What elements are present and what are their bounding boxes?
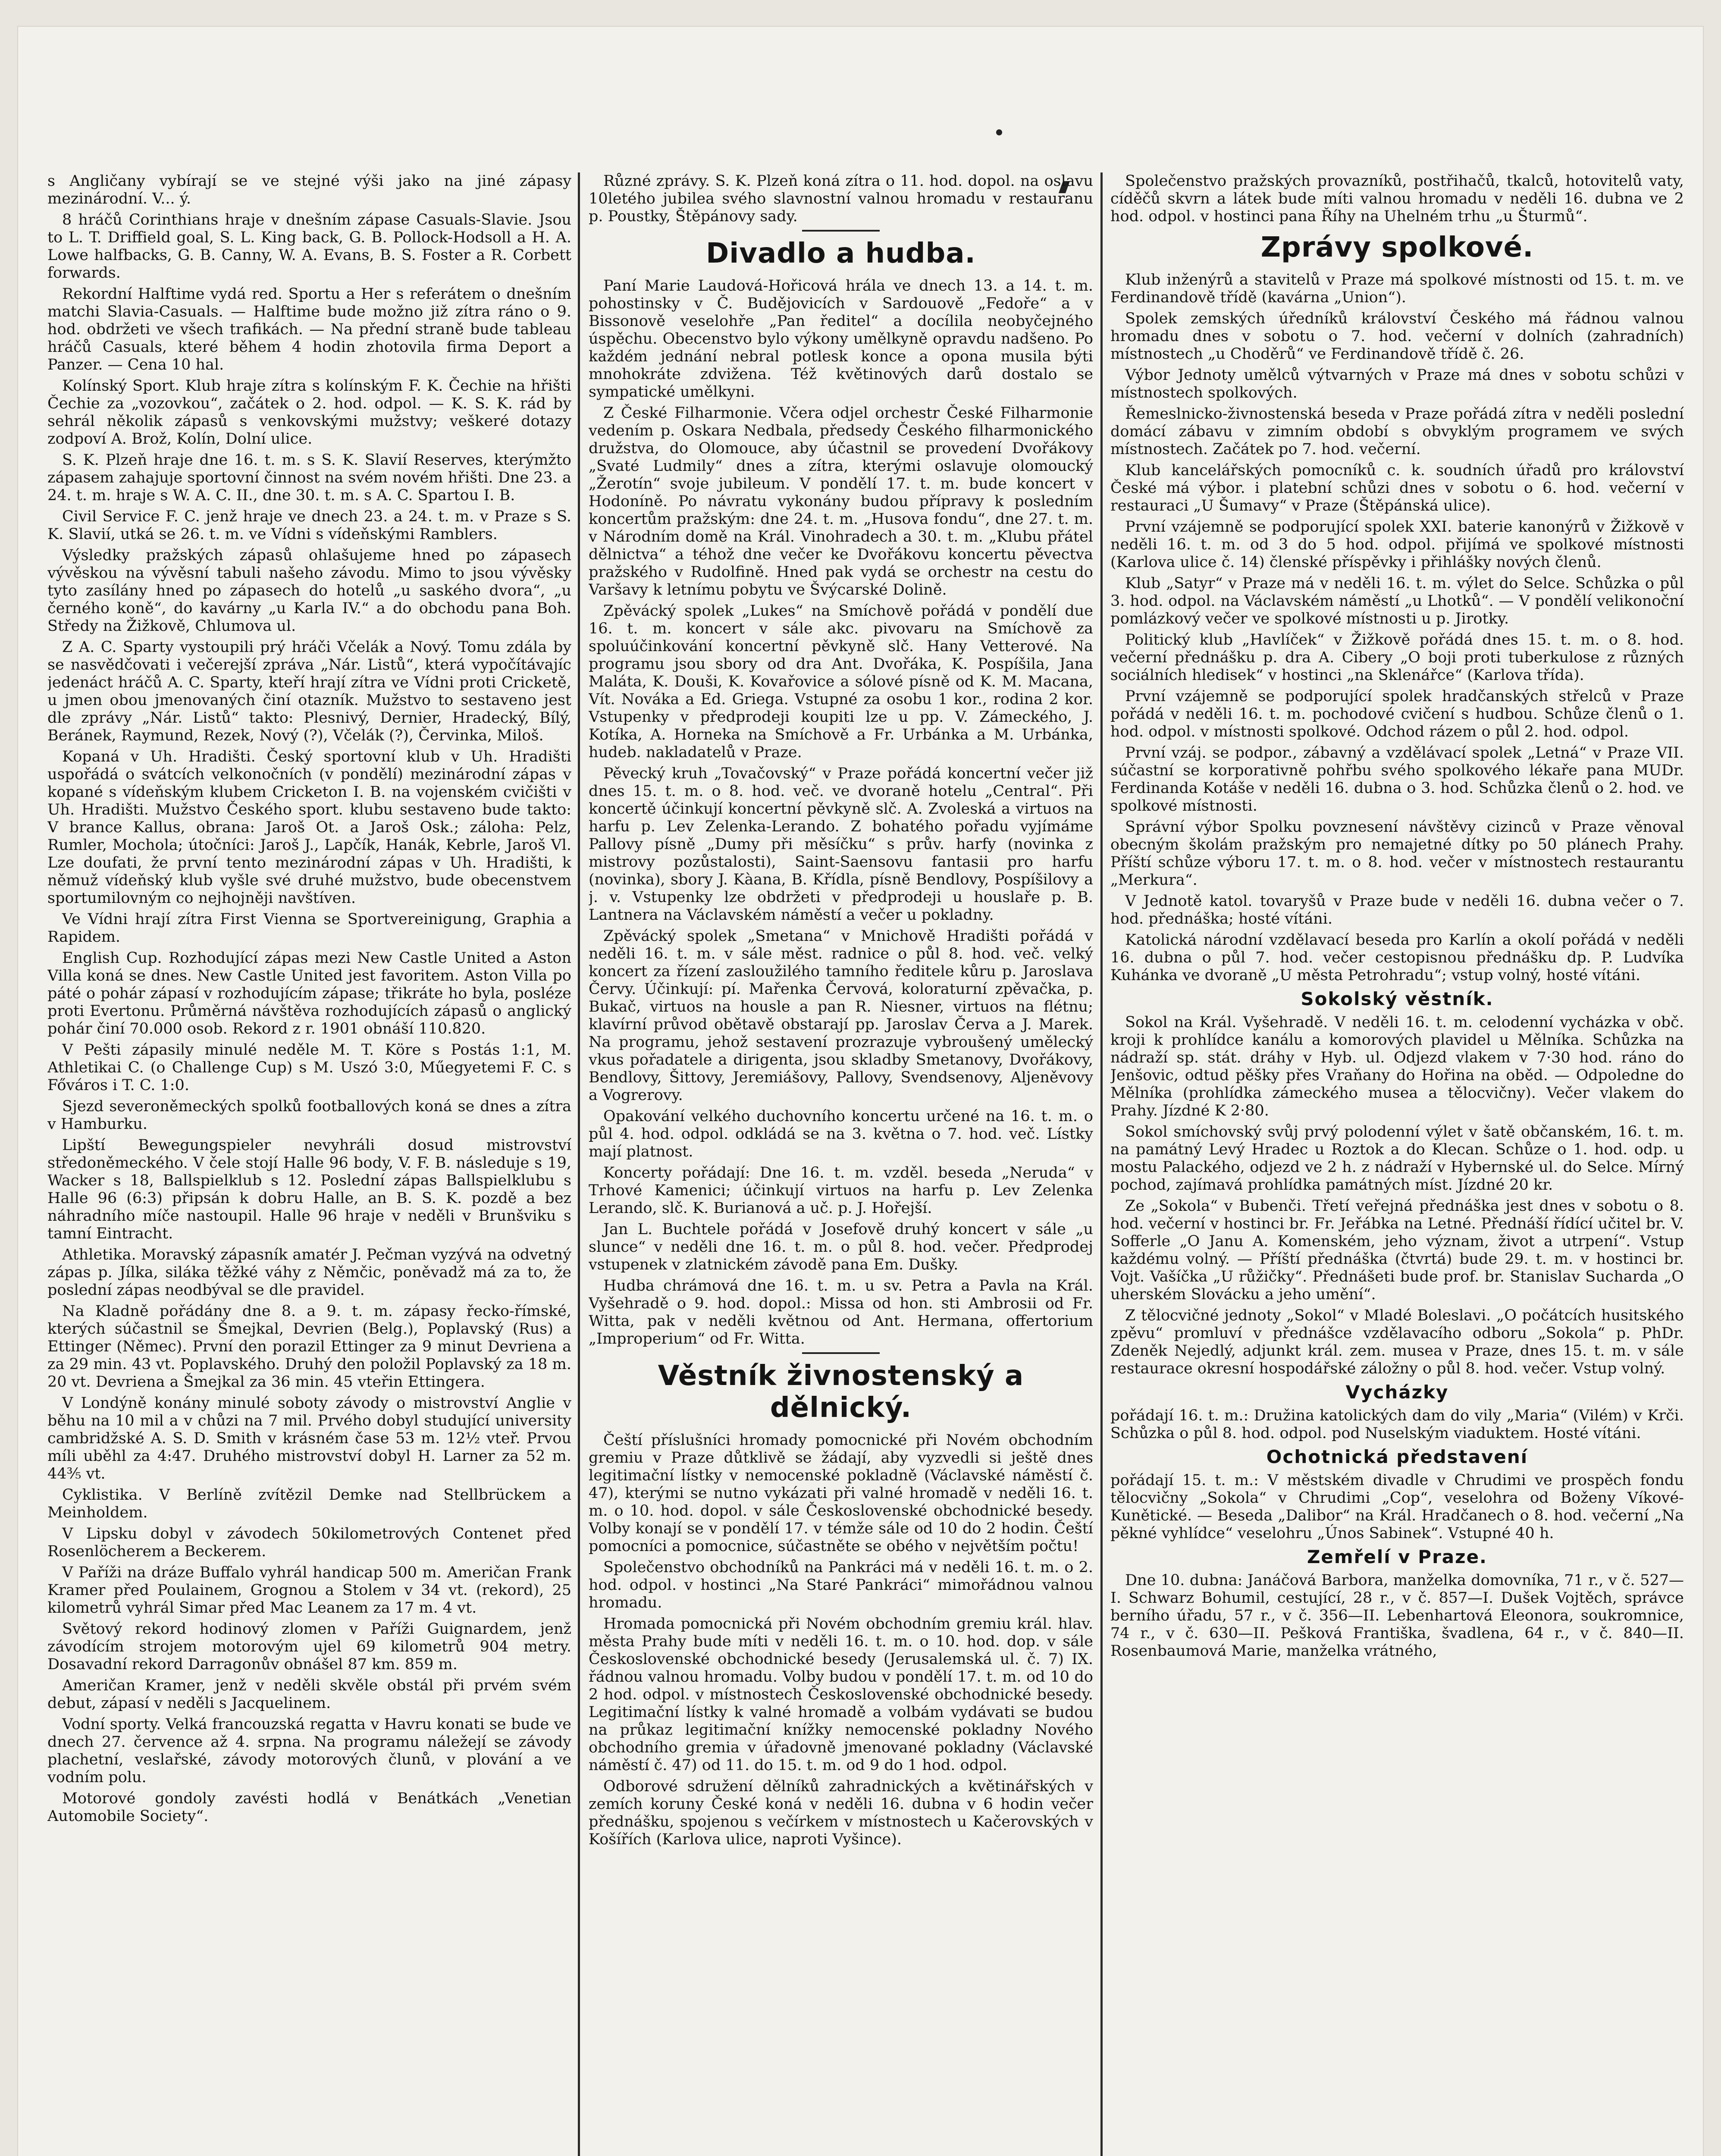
article: První vzájemně se podporující spolek XXI. baterie kanonýrů v Žižkově v neděli 16. t. m. od 3 do 5 hod. odpol. přijímá ve spolkové místnosti (Karlova ulice č. 14) členské příspěvky i přihlášky nových členů. [1110,518,1684,571]
column-societies [1110,172,1684,2156]
section-heading-trade: Věstník živnostenský a dělnický. [658,1360,1024,1424]
article: Kopaná v Uh. Hradišti. Český sportovní klub v Uh. Hradišti uspořádá o svátcích velkonočních (v pondělí) mezinárodní zápas v kopané s vídeňským klubem Cricketon I. B. na vojenském cvičišti v Uh. Hradišti. Mužstvo Českého sport. klubu sestaveno bude takto: V brance Kallus, obrana: Jaroš Ot. a Jaroš Osk.; záloha: Pelz, Rumler, Mochola; útočníci: Jaroš J., Lapčík, Hanák, Kebrle, Jaroš Vl. Lze doufati, že první tento mezinárodní zápas v Uh. Hradišti, k němuž vídeňský klub vyšle své druhé mužstvo, bude obecenstvem sportumilovným co nejhojněji navštíven. [47,748,571,907]
article: V Jednotě katol. tovaryšů v Praze bude v neděli 16. dubna večer o 7. hod. přednáška; hosté vítáni. [1110,893,1684,928]
newspaper-page [17,26,1704,2156]
article: Zpěvácký spolek „Lukes“ na Smíchově pořádá v pondělí due 16. t. m. koncert v sále akc. pivovaru na Smíchově za spoluúčinkování koncertní pěvkyně slč. Hany Vetterové. Na programu jsou sbory od dra Ant. Dvořáka, K. Pospíšila, Jana Maláta, K. Douši, K. Kovařovice a sólové písně od K. M. Macana, Vít. Nováka a Ed. Griega. Vstupné za osobu 1 kor., rodina 2 kor. Vstupenky v předprodeji koupiti lze u pp. V. Zámeckého, J. Kotíka, A. Horneka na Smíchově a Fr. Urbánka a M. Urbánka, hudeb. nakladatelů v Praze. [589,602,1093,761]
article: Klub inženýrů a stavitelů v Praze má spolkové místnosti od 15. t. m. ve Ferdinandově třídě (kavárna „Union“). [1110,271,1684,306]
article: Správní výbor Spolku povznesení návštěvy cizinců v Praze věnoval obecným školám pražským pro nemajetné dítky po 50 plánech Prahy. Příští schůze výboru 17. t. m. o 8. hod. večer v místnostech restaurantu „Merkura“. [1110,818,1684,889]
article: Spolek zemských úředníků království Českého má řádnou valnou hromadu dnes v sobotu o 7. hod. večerní v dolních (zahradních) místnostech „u Choděrů“ ve Ferdinandově třídě č. 26. [1110,310,1684,363]
article: Koncerty pořádají: Dne 16. t. m. vzděl. beseda „Neruda“ v Trhové Kamenici; účinkují virtuos na harfu p. Lev Zelenka Lerando, slč. K. Burianová a uč. p. J. Hořejší. [589,1164,1093,1217]
article: V Londýně konány minulé soboty závody o mistrovství Anglie v běhu na 10 mil a v chůzi na 7 mil. Prvého dobyl studující university cambridžské A. S. D. Smith v krásném čase 53 m. 12½ vteř. Prvou míli uběhl za 4:47. Druhého mistrovství dobyl H. Larner za 52 m. 44⅗ vt. [47,1395,571,1482]
section-heading-outings: Vycházky [1345,1382,1449,1403]
separator [802,1352,880,1354]
article: V Pešti zápasily minulé neděle M. T. Köre s Postás 1:1, M. Athletikai C. (o Challenge Cup) s M. Uszó 3:0, Műegyetemi F. C. s Főváros i T. C. 1:0. [47,1041,571,1094]
article: Rekordní Halftime vydá red. Sportu a Her s referátem o dnešním matchi Slavia-Casuals. — Halftime bude možno již zítra ráno o 9. hod. obdržeti ve všech trafikách. — Na přední straně bude tableau hráčů Casuals, které během 4 hodin zhotovila firma Deport a Panzer. — Cena 10 hal. [47,285,571,373]
article: S. K. Plzeň hraje dne 16. t. m. s S. K. Slavií Reserves, kterýmžto zápasem zahajuje sportovní činnost na svém novém hřišti. Dne 23. a 24. t. m. hraje s W. A. C. II., dne 30. t. m. s A. C. Spartou I. B. [47,451,571,504]
article: Na Kladně pořádány dne 8. a 9. t. m. zápasy řecko-římské, kterých súčastnil se Šmejkal, Devrien (Belg.), Poplavský (Rus) a Ettinger (Němec). První den porazil Ettinger za 9 minut Devriena a za 29 min. 43 vt. Poplavského. Druhý den položil Poplavský za 18 m. 20 vt. Devriena a Šmejkal za 36 min. 45 vteřin Ettingera. [47,1303,571,1391]
article: Klub „Satyr“ v Praze má v neděli 16. t. m. výlet do Selce. Schůzka o půl 3. hod. odpol. na Václavském náměstí „u Lhotků“. — V pondělí velikonoční pomlázkový večer ve spolkové místnosti u p. Jirotky. [1110,575,1684,627]
article: Různé zprávy. S. K. Plzeň koná zítra o 11. hod. dopol. na oslavu 10letého jubilea svého slavnostní valnou hromadu v restauranu p. Poustky, Štěpánovy sady. [589,172,1093,225]
section-heading-deaths: Zemřelí v Praze. [1307,1546,1488,1567]
section-heading-amateur-theatre: Ochotnická představení [1266,1446,1528,1467]
article: Politický klub „Havlíček“ v Žižkově pořádá dnes 15. t. m. o 8. hod. večerní přednášku p. dra A. Cibery „O boji proti tuberkulose z různých sociálních hledisek“ v hostinci „na Sklenářce“ (Karlova třída). [1110,631,1684,684]
article: Světový rekord hodinový zlomen v Paříži Guignardem, jenž závodícím strojem motorovým ujel 69 kilometrů 904 metry. Dosavadní rekord Darragonův obnášel 87 km. 859 m. [47,1620,571,1673]
article: Dne 10. dubna: Janáčová Barbora, manželka domovníka, 71 r., v č. 527—I. Schwarz Bohumil, cestující, 28 r., v č. 857—I. Dušek Vojtěch, správce berního úřadu, 57 r., v č. 356—II. Lebenhartová Eleonora, soukromnice, 74 r., v č. 630—II. Pešková Františka, švadlena, 64 r., v č. 840—II. Rosenbaumová Marie, manželka vrátného, [1110,1572,1684,1660]
article: English Cup. Rozhodující zápas mezi New Castle United a Aston Villa koná se dnes. New Castle United jest favoritem. Aston Villa po páté o pohár zápasí v rozhodujícím zápase; třikráte ho byla, posléze proti Evertonu. Průměrná návštěva rozhodujících zápasů o anglický pohár činí 70.000 osob. Rekord z r. 1901 obnáší 110.820. [47,950,571,1037]
article: Američan Kramer, jenž v neděli skvěle obstál při prvém svém debut, zápasí v neděli s Jacquelinem. [47,1677,571,1712]
article: Řemeslnicko-živnostenská beseda v Praze pořádá zítra v neděli poslední domácí zábavu v zimním období s obvyklým programem ve svých místnostech. Začátek po 7. hod. večerní. [1110,405,1684,458]
article: s Angličany vybírají se ve stejné výši jako na jiné zápasy mezinárodní. V... ý. [47,172,571,207]
article: Jan L. Buchtele pořádá v Josefově druhý koncert v sále „u slunce“ v neděli dne 16. t. m. o půl 8. hod. večer. Předprodej vstupenek v zlatnickém závodě pana Em. Dušky. [589,1221,1093,1273]
column-culture [589,172,1093,2156]
article: Sjezd severoněmeckých spolků footballových koná se dnes a zítra v Hamburku. [47,1098,571,1133]
section-heading-sokol: Sokolský věstník. [1301,988,1494,1009]
article: Výbor Jednoty umělců výtvarných v Praze má dnes v sobotu schůzi v místnostech spolkových. [1110,367,1684,401]
article: Pěvecký kruh „Tovačovský“ v Praze pořádá koncertní večer již dnes 15. t. m. o 8. hod. več. ve dvoraně hotelu „Central“. Při koncertě účinkují koncertní pěvkyně slč. A. Zvoleská a virtuos na harfu p. Lev Zelenka-Lerando. Z bohatého pořadu vyjímáme Pallovy písně „Dumy při měsíčku“ s prův. harfy (novinka z mistrovy pozůstalosti), Saint-Saensovu fantasii pro harfu (novinka), sbory J. Kàana, B. Křídla, písně Bendlovy, Pospíšilovy a j. v. Vstupenky lze obdržeti v předprodeji u houslaře p. B. Lantnera na Václavském náměstí a večer u pokladny. [589,765,1093,924]
article: 8 hráčů Corinthians hraje v dnešním zápase Casuals-Slavie. Jsou to L. T. Driffield goal, S. L. King back, G. B. Pollock-Hodsoll a H. A. Lowe halfbacks, G. B. Canny, W. A. Evans, B. S. Foster a R. Corbett forwards. [47,211,571,282]
section-heading-theatre: Divadlo a hudba. [706,238,976,270]
article: Civil Service F. C. jenž hraje ve dnech 23. a 24. t. m. v Praze s S. K. Slavií, utká se 26. t. m. ve Vídni s vídeňskými Ramblers. [47,508,571,543]
article: Opakování velkého duchovního koncertu určené na 16. t. m. o půl 4. hod. odpol. odkládá se na 3. května o 7. hod. več. Lístky mají platnost. [589,1108,1093,1160]
article: Sokol na Král. Vyšehradě. V neděli 16. t. m. celodenní vycházka v obč. kroji k prohlídce kanálu a komorových plavidel u Mělníka. Schůzka na nádraží sp. stát. dráhy v Hyb. ul. Odjezd vlakem v 7·30 hod. ráno do Jenšovic, odtud pěšky přes Vraňany do Hořina na oběd. — Odpoledne do Mělníka (prohlídka zámeckého musea a tělocvičny). Večer vlakem do Prahy. Jízdné K 2·80. [1110,1014,1684,1119]
article: Výsledky pražských zápasů ohlašujeme hned po zápasech vývěskou na vývěsní tabuli našeho závodu. Mimo to jsou vývěsky tyto zasílány hned po zápasech do hotelů „u saského dvora“, „u černého koně“, do kavárny „u Karla IV.“ a do obchodu pana Boh. Středy na Žižkově, Chlumova ul. [47,547,571,635]
article: Motorové gondoly zavésti hodlá v Benátkách „Venetian Automobile Society“. [47,1790,571,1825]
article: Sokol smíchovský svůj prvý polodenní výlet v šatě občanském, 16. t. m. na památný Levý Hradec u Roztok a do Klecan. Schůze o 1. hod. odp. u mostu Palackého, odjezd ve 2 h. z nádraží v Hybernské ul. do Selce. Mírný pochod, zajímavá prohlídka památných míst. Jízdné 20 kr. [1110,1123,1684,1194]
column-sport [47,172,571,2156]
article: Společenstvo pražských provazníků, postřihačů, tkalců, hotovitelů vaty, cíděčů skvrn a látek bude míti valnou hromadu v neděli 16. dubna ve 2 hod. odpol. v hostinci pana Říhy na Uhelném trhu „u Šturmů“. [1110,172,1684,225]
article: Z tělocvičné jednoty „Sokol“ v Mladé Boleslavi. „O počátcích husitského zpěvu“ promluví v přednášce vzdělavacího odboru „Sokola“ p. PhDr. Zdeněk Nejedlý, adjunkt král. zem. musea v Praze, dnes 15. t. m. v sále restaurace okresní hospodářské záložny o půl 8. hod. večer. Vstup volný. [1110,1307,1684,1377]
article: Katolická národní vzdělavací beseda pro Karlín a okolí pořádá v neděli 16. dubna o půl 7. hod. večer cestopisnou přednášku dp. P. Ludvíka Kuhánka ve dvoraně „U města Petrohradu“; vstup volný, hosté vítáni. [1110,931,1684,984]
article: Hromada pomocnická při Novém obchodním gremiu král. hlav. města Prahy bude míti v neděli 16. t. m. o 10. hod. dop. v sále Československé obchodnické besedy (Jerusalemská ul. č. 7) IX. řádnou valnou hromadu. Volby budou v pondělí 17. t. m. od 10 do 2 hod. odpol. v místnostech Československé obchodnické besedy. Legitimační lístky k valné hromadě a volbám vydávati se budou na průkaz legitimační knížky nemocenské pokladny Nového obchodního gremia v úřadovně jmenované pokladny (Václavské náměstí č. 47) od 11. do 15. t. m. od 9 do 1 hod. odpol. [589,1615,1093,1774]
section-heading-societies: Zprávy spolkové. [1260,232,1534,263]
article: Klub kancelářských pomocníků c. k. soudních úřadů pro království České má výbor. i platební schůzi dnes v sobotu o 6. hod. večerní v restauraci „U Šumavy“ v Praze (Štěpánská ulice). [1110,462,1684,514]
column-rule-right [1100,172,1103,2156]
article: Athletika. Moravský zápasník amatér J. Pečman vyzývá na odvetný zápas p. Jílka, siláka těžké váhy z Němčic, poněvadž má za to, že poslední zápas neodbýval se dle pravidel. [47,1246,571,1299]
article: První vzáj. se podpor., zábavný a vzdělávací spolek „Letná“ v Praze VII. súčastní se korporativně pohřbu svého spolkového lékaře pana MUDr. Ferdinanda Kotáše v neděli 16. dubna o 3. hod. Schůzka členů o 2. hod. ve spolkové místnosti. [1110,744,1684,815]
article: První vzájemně se podporující spolek hradčanských střelců v Praze pořádá v neděli 16. t. m. pochodové cvičení s hudbou. Schůze členů o 1. hod. odpol. v místnosti spolkové. Odchod rázem o půl 2. hod. odpol. [1110,688,1684,740]
print-dot [996,129,1002,135]
article: Ve Vídni hrají zítra First Vienna se Sportvereinigung, Graphia a Rapidem. [47,911,571,946]
article: Zpěvácký spolek „Smetana“ v Mnichově Hradišti pořádá v neděli 16. t. m. v sále měst. radnice o půl 8. hod. več. velký koncert za řízení zasloužilého tamního ředitele kůru p. Jaroslava Červy. Účinkují: pí. Mařenka Červová, koloraturní zpěvačka, p. Bukač, virtuos na housle a pan R. Niesner, virtuos na flétnu; klavírní průvod obětavě obstarají pp. Jaroslav Červa a J. Marek. Na programu, jehož sestavení prozrazuje vybroušený umělecký vkus pořadatele a dirigenta, jsou skladby Smetanovy, Dvořákovy, Bendlovy, Šittovy, Jeremiášovy, Pallovy, Svendsenovy, Aljeněvovy a Vogrerovy. [589,928,1093,1104]
article: pořádají 16. t. m.: Družina katolických dam do vily „Maria“ (Vilém) v Krči. Schůzka o půl 8. hod. odpol. pod Nuselským viaduktem. Hosté vítáni. [1110,1407,1684,1442]
article: Cyklistika. V Berlíně zvítězil Demke nad Stellbrückem a Meinholdem. [47,1486,571,1521]
article: Z A. C. Sparty vystoupili prý hráči Včelák a Nový. Tomu zdála by se nasvědčovati i večerejší zpráva „Nár. Listů“, která vypočítávajíc jedenáct hráčů A. C. Sparty, kteří hrají zítra ve Vídni proti Cricketě, u jmen obou jmenovaných činí otazník. Mužstvo to sestaveno jest dle zprávy „Nár. Listů“ takto: Plesnivý, Dernier, Hradecký, Bílý, Beránek, Raymund, Rezek, Nový (?), Včelák (?), Červinka, Miloš. [47,639,571,744]
column-rule-left [578,172,580,2156]
article: Čeští příslušníci hromady pomocnické při Novém obchodním gremiu v Praze důtklivě se žádají, aby vyzvedli si ještě dnes legitimační lístky v nemocenské pokladně (Václavské náměstí č. 47), kterými se nutno vykázati při valné hromadě v neděli 16. t. m. o 10. hod. dopol. v sále Československé obchodnické besedy. Volby konají se v pondělí 17. v témže sále od 10 do 2 hodin. Čeští pomocníci a pomocnice, súčastněte se obého v největším počtu! [589,1432,1093,1555]
article: V Paříži na dráze Buffalo vyhrál handicap 500 m. Američan Frank Kramer před Poulainem, Grognou a Stolem v 34 vt. (rekord), 25 kilometrů vyhrál Simar před Mac Leanem za 17 m. 4 vt. [47,1564,571,1617]
article: pořádají 15. t. m.: V městském divadle v Chrudimi ve prospěch fondu tělocvičny „Sokola“ v Chrudimi „Cop“, veselohra od Boženy Víkové-Kunětické. — Beseda „Dalibor“ na Král. Hradčanech o 8. hod. večerní „Na pěkné vyhlídce“ veselohru „Únos Sabinek“. Vstupné 40 h. [1110,1472,1684,1542]
article: Vodní sporty. Velká francouzská regatta v Havru konati se bude ve dnech 27. července až 4. srpna. Na programu náležejí se závody plachetní, veslařské, závody motorových člunů, v plování a ve vodním polu. [47,1716,571,1786]
separator [802,230,880,232]
article: Lipští Bewegungspieler nevyhráli dosud mistrovství středoněmeckého. V čele stojí Halle 96 body, V. F. B. následuje s 19, Wacker s 18, Ballspielklub s 12. Poslední zápas Ballspielklubu s Halle 96 (6:3) připsán k dobru Halle, an B. S. K. pozdě a bez náhradního míče nastoupil. Halle 96 hraje v neděli v Brunšviku s tamní Eintracht. [47,1137,571,1242]
article: Společenstvo obchodníků na Pankráci má v neděli 16. t. m. o 2. hod. odpol. v hostinci „Na Staré Pankráci“ mimořádnou valnou hromadu. [589,1559,1093,1611]
article: Hudba chrámová dne 16. t. m. u sv. Petra a Pavla na Král. Vyšehradě o 9. hod. dopol.: Missa od hon. sti Ambrosii od Fr. Witta, pak v neděli květnou od Ant. Hermana, offertorium „Improperium“ od Fr. Witta. [589,1277,1093,1348]
article: Z České Filharmonie. Včera odjel orchestr České Filharmonie vedením p. Oskara Nedbala, předsedy Českého filharmonického družstva, do Olomouce, aby účastnil se provedení Dvořákovy „Svaté Ludmily“ dnes a zítra, kterými oslavuje olomoucký „Žerotín“ svoje jubileum. V pondělí 17. t. m. bude koncert v Hodoníně. Po návratu vykonány budou přípravy k posledním koncertům pražským: dne 24. t. m. „Husova fondu“, dne 27. t. m. v Národním domě na Král. Vinohradech a 30. t. m. „Klubu přátel dělnictva“ a téhož dne večer ke Dvořákovu koncertu pěvectva pražského v Rudolfině. Hned pak vydá se orchestr na cestu do Varšavy k letnímu pobytu ve Švýcarské Dolině. [589,404,1093,599]
article: V Lipsku dobyl v závodech 50kilometrových Contenet před Rosenlöcherem a Beckerem. [47,1525,571,1560]
article: Odborové sdružení dělníků zahradnických a květinářských v zemích koruny České koná v neděli 16. dubna v 6 hodin večer přednášku, spojenou s večírkem v místnostech u Kačerovských v Košířích (Karlova ulice, naproti Vyšince). [589,1778,1093,1848]
article: Ze „Sokola“ v Bubenči. Třetí veřejná přednáška jest dnes v sobotu o 8. hod. večerní v hostinci br. Fr. Jeřábka na Letné. Přednáší řídící učitel br. V. Sofferle „O Janu A. Komenském, jeho význam, život a utrpení“. Vstup každému volný. — Příští přednáška (čtvrtá) bude 29. t. m. v hostinci br. Vojt. Vašíčka „U růžičky“. Přednášeti bude prof. br. Stanislav Sucharda „O uherském Slovácku a jeho umění“. [1110,1197,1684,1303]
article: Paní Marie Laudová-Hořicová hrála ve dnech 13. a 14. t. m. pohostinsky v Č. Budějovicích v Sardouově „Fedoře“ a v Bissonově veselohře „Pan ředitel“ a docílila neobyčejného úspěchu. Obecenstvo bylo výkony umělkyně opravdu nadšeno. Po každém jednání nebral potlesk konce a opona musila býti mnohokráte zdvižena. Též květinových darů dostalo se sympatické umělkyni. [589,277,1093,401]
article: Kolínský Sport. Klub hraje zítra s kolínským F. K. Čechie na hřišti Čechie za „vozovkou“, začátek o 2. hod. odpol. — K. S. K. rád by sehrál několik zápasů s venkovskými mužstvy; veškeré dotazy zodpoví A. Brož, Kolín, Dolní ulice. [47,377,571,448]
